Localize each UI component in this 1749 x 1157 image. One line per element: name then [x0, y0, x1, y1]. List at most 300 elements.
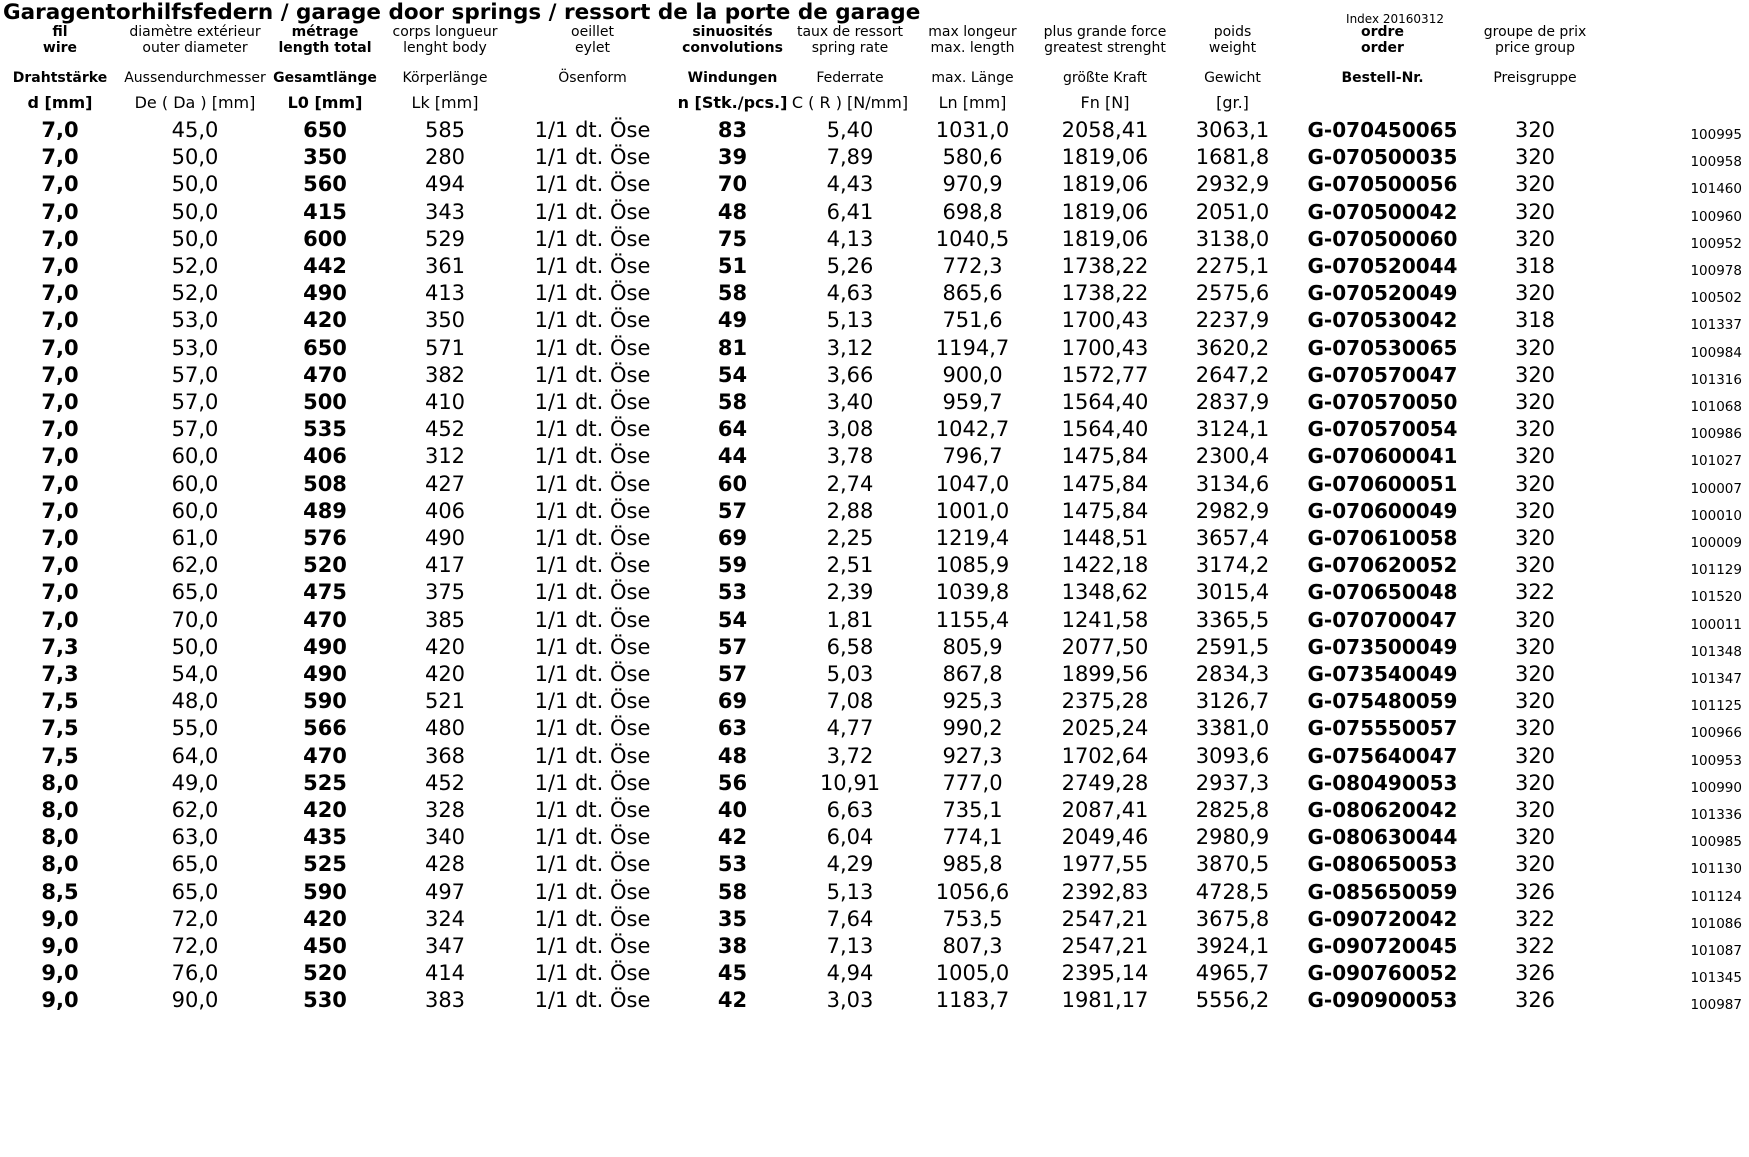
cell-convolutions: 53	[717, 580, 748, 605]
table-row	[0, 824, 1749, 851]
cell-weight: 3015,4	[1195, 580, 1270, 605]
cell-greatest-force: 2049,46	[1061, 825, 1149, 850]
cell-outer-diameter: 55,0	[171, 716, 219, 741]
header-weight-unit: [gr.]	[1216, 93, 1249, 112]
cell-wire: 8,0	[41, 770, 79, 795]
cell-article-id: 101337	[1690, 317, 1742, 334]
cell-eyelet: 1/1 dt. Öse	[534, 580, 651, 605]
cell-greatest-force: 2547,21	[1061, 906, 1149, 931]
header-greatest-force-en: greatest strenght	[1044, 40, 1166, 56]
cell-max-length: 970,9	[942, 172, 1003, 197]
cell-article-id: 101068	[1690, 399, 1742, 415]
cell-greatest-force: 1702,64	[1061, 743, 1149, 768]
cell-order-number: G-090900053	[1307, 988, 1458, 1013]
cell-order-number: G-070500060	[1307, 226, 1458, 251]
cell-wire: 7,0	[41, 254, 79, 278]
cell-spring-rate: 5,26	[826, 254, 874, 278]
cell-spring-rate: 2,88	[826, 498, 874, 523]
cell-length-total: 489	[303, 498, 347, 523]
cell-eyelet: 1/1 dt. Öse	[534, 934, 651, 958]
cell-body-length: 368	[424, 743, 466, 768]
cell-max-length: 735,1	[942, 798, 1003, 822]
cell-eyelet: 1/1 dt. Öse	[534, 172, 651, 197]
header-length-total	[270, 24, 380, 56]
cell-greatest-force: 1819,06	[1061, 226, 1149, 251]
cell-body-length: 340	[424, 825, 466, 850]
header-length-total-en: length total	[278, 40, 372, 56]
cell-order-number: G-073500049	[1307, 634, 1458, 659]
cell-price-group: 320	[1514, 770, 1556, 795]
cell-convolutions: 53	[717, 852, 748, 877]
cell-article-id: 101347	[1690, 671, 1742, 687]
table-row	[0, 335, 1749, 362]
page-title: Garagentorhilfsfedern / garage door springs / ressort de la porte de garage	[3, 0, 921, 25]
cell-eyelet: 1/1 dt. Öse	[534, 743, 651, 768]
cell-outer-diameter: 65,0	[171, 879, 219, 904]
cell-body-length: 428	[424, 852, 466, 877]
cell-body-length: 414	[424, 961, 466, 986]
cell-length-total: 420	[303, 308, 347, 333]
cell-body-length: 585	[424, 118, 466, 142]
cell-convolutions: 57	[717, 634, 748, 659]
cell-convolutions: 69	[717, 689, 748, 714]
cell-weight: 3174,2	[1195, 553, 1270, 578]
header-wire-fr: fil	[52, 24, 68, 40]
cell-convolutions: 45	[717, 961, 748, 986]
cell-article-id: 101460	[1690, 181, 1742, 198]
cell-length-total: 470	[303, 362, 347, 387]
cell-length-total: 650	[303, 118, 347, 142]
table-row	[0, 607, 1749, 634]
cell-convolutions: 70	[717, 172, 748, 197]
cell-convolutions: 38	[717, 934, 748, 958]
cell-eyelet: 1/1 dt. Öse	[534, 498, 651, 523]
header-length-total-fr: métrage	[291, 24, 359, 40]
table-row	[0, 416, 1749, 443]
cell-eyelet: 1/1 dt. Öse	[534, 444, 651, 469]
cell-order-number: G-070650048	[1307, 580, 1458, 605]
cell-max-length: 959,7	[942, 390, 1003, 414]
cell-wire: 7,0	[41, 335, 79, 360]
cell-weight: 2834,3	[1195, 662, 1270, 686]
cell-greatest-force: 1700,43	[1061, 335, 1149, 360]
cell-weight: 3124,1	[1195, 417, 1270, 442]
header-greatest-force	[1030, 24, 1180, 56]
table-row	[0, 797, 1749, 824]
cell-spring-rate: 4,13	[826, 226, 874, 251]
cell-convolutions: 58	[717, 879, 748, 904]
cell-weight: 3063,1	[1195, 118, 1270, 142]
cell-article-id: 100985	[1690, 834, 1742, 851]
cell-wire: 7,0	[41, 362, 79, 387]
table-row	[0, 661, 1749, 688]
cell-weight: 2300,4	[1195, 444, 1270, 469]
cell-spring-rate: 3,03	[826, 988, 874, 1013]
cell-body-length: 417	[424, 553, 466, 578]
cell-convolutions: 48	[717, 743, 748, 768]
cell-article-id: 101520	[1690, 589, 1742, 606]
cell-spring-rate: 3,66	[826, 362, 874, 387]
cell-max-length: 1001,0	[935, 498, 1010, 523]
header-wire	[10, 24, 110, 56]
cell-article-id: 100986	[1690, 426, 1742, 443]
cell-price-group: 320	[1514, 798, 1556, 822]
cell-wire: 7,0	[41, 390, 79, 414]
cell-weight: 3870,5	[1195, 852, 1270, 877]
header-max-length-en: max. length	[930, 40, 1015, 56]
cell-weight: 2937,3	[1195, 770, 1270, 795]
cell-body-length: 361	[424, 254, 466, 278]
cell-article-id: 100952	[1690, 235, 1742, 252]
cell-body-length: 350	[424, 308, 466, 333]
cell-length-total: 415	[303, 199, 347, 224]
cell-spring-rate: 3,78	[826, 444, 874, 469]
header-spring-rate	[785, 24, 915, 56]
cell-eyelet: 1/1 dt. Öse	[534, 308, 651, 333]
cell-article-id: 100966	[1690, 725, 1742, 742]
cell-body-length: 521	[424, 689, 466, 714]
cell-spring-rate: 4,77	[826, 716, 874, 741]
cell-eyelet: 1/1 dt. Öse	[534, 553, 651, 578]
header-outer-diameter-fr: diamètre extérieur	[129, 24, 261, 40]
cell-body-length: 420	[424, 634, 466, 659]
cell-length-total: 475	[303, 580, 347, 605]
header-wire-unit: d [mm]	[27, 93, 93, 112]
cell-body-length: 375	[424, 580, 466, 605]
cell-wire: 7,5	[41, 716, 79, 741]
cell-price-group: 320	[1514, 145, 1556, 170]
header-eyelet-de: Ösenform	[558, 70, 627, 86]
cell-order-number: G-070500035	[1307, 145, 1458, 170]
cell-spring-rate: 7,64	[826, 906, 874, 931]
cell-order-number: G-080650053	[1307, 852, 1458, 877]
cell-weight: 3365,5	[1195, 607, 1270, 632]
cell-wire: 7,0	[41, 281, 79, 306]
cell-eyelet: 1/1 dt. Öse	[534, 335, 651, 360]
header-weight	[1170, 24, 1295, 56]
cell-order-number: G-070530065	[1307, 335, 1458, 360]
cell-article-id: 101348	[1690, 643, 1742, 660]
cell-max-length: 1155,4	[935, 607, 1010, 632]
cell-max-length: 1183,7	[935, 988, 1010, 1013]
header-max-length	[915, 24, 1030, 56]
header-max-length-de: max. Länge	[931, 70, 1014, 86]
cell-convolutions: 58	[717, 281, 748, 306]
header-greatest-force-unit: Fn [N]	[1080, 93, 1130, 112]
header-outer-diameter-en: outer diameter	[142, 40, 248, 56]
cell-outer-diameter: 57,0	[171, 417, 219, 442]
cell-greatest-force: 1977,55	[1061, 852, 1149, 877]
cell-weight: 4728,5	[1195, 879, 1270, 904]
cell-length-total: 530	[303, 988, 347, 1013]
cell-outer-diameter: 61,0	[171, 526, 219, 550]
cell-weight: 3924,1	[1195, 934, 1270, 958]
table-row	[0, 199, 1749, 226]
cell-eyelet: 1/1 dt. Öse	[534, 390, 651, 414]
header-max-length-unit: Ln [mm]	[938, 93, 1007, 112]
cell-length-total: 442	[303, 254, 347, 278]
table-row	[0, 307, 1749, 334]
cell-max-length: 772,3	[942, 254, 1003, 278]
cell-spring-rate: 6,04	[826, 825, 874, 850]
header-spring-rate-unit: C ( R ) [N/mm]	[791, 93, 909, 112]
header-price-group-fr: groupe de prix	[1483, 24, 1587, 40]
cell-greatest-force: 2087,41	[1061, 798, 1149, 822]
cell-max-length: 1085,9	[935, 553, 1010, 578]
cell-outer-diameter: 53,0	[171, 335, 219, 360]
cell-article-id: 101129	[1690, 562, 1742, 579]
cell-price-group: 326	[1514, 988, 1556, 1013]
cell-eyelet: 1/1 dt. Öse	[534, 526, 651, 550]
cell-order-number: G-070570047	[1307, 362, 1458, 387]
table-row	[0, 715, 1749, 742]
cell-convolutions: 44	[717, 444, 748, 469]
cell-outer-diameter: 64,0	[171, 743, 219, 768]
cell-convolutions: 35	[717, 906, 748, 931]
cell-wire: 7,0	[41, 308, 79, 333]
cell-length-total: 600	[303, 226, 347, 251]
header-body-length	[380, 24, 510, 56]
cell-convolutions: 69	[717, 526, 748, 550]
cell-length-total: 490	[303, 662, 347, 686]
table-row	[0, 552, 1749, 579]
table-row	[0, 471, 1749, 498]
header-length-total-de: Gesamtlänge	[273, 70, 377, 86]
cell-weight: 2051,0	[1195, 199, 1270, 224]
cell-outer-diameter: 76,0	[171, 961, 219, 986]
cell-length-total: 525	[303, 770, 347, 795]
cell-greatest-force: 1348,62	[1061, 580, 1149, 605]
cell-convolutions: 42	[717, 988, 748, 1013]
table-row	[0, 770, 1749, 797]
cell-article-id: 101027	[1690, 453, 1742, 470]
header-outer-diameter-de: Aussendurchmesser	[124, 70, 266, 86]
cell-length-total: 520	[303, 961, 347, 986]
cell-outer-diameter: 62,0	[171, 798, 219, 822]
cell-greatest-force: 1475,84	[1061, 498, 1149, 523]
table-row	[0, 743, 1749, 770]
cell-outer-diameter: 53,0	[171, 308, 219, 333]
cell-price-group: 320	[1514, 689, 1556, 714]
cell-article-id: 101130	[1690, 861, 1742, 878]
cell-order-number: G-070600041	[1307, 444, 1458, 469]
cell-weight: 2837,9	[1195, 390, 1270, 414]
cell-length-total: 520	[303, 553, 347, 578]
cell-price-group: 320	[1514, 118, 1556, 142]
cell-article-id: 100502	[1690, 290, 1742, 307]
cell-eyelet: 1/1 dt. Öse	[534, 471, 651, 496]
cell-wire: 9,0	[41, 906, 79, 931]
cell-wire: 8,0	[41, 798, 79, 822]
header-outer-diameter	[120, 24, 270, 56]
cell-greatest-force: 1475,84	[1061, 471, 1149, 496]
cell-body-length: 385	[424, 607, 466, 632]
cell-length-total: 406	[303, 444, 347, 469]
cell-price-group: 320	[1514, 172, 1556, 197]
cell-price-group: 320	[1514, 390, 1556, 414]
cell-wire: 8,0	[41, 825, 79, 850]
header-eyelet	[510, 24, 675, 56]
cell-max-length: 1031,0	[935, 118, 1010, 142]
cell-price-group: 320	[1514, 662, 1556, 686]
cell-spring-rate: 7,89	[826, 145, 874, 170]
table-row	[0, 362, 1749, 389]
header-order	[1295, 24, 1470, 56]
cell-outer-diameter: 72,0	[171, 906, 219, 931]
cell-spring-rate: 4,94	[826, 961, 874, 986]
cell-article-id: 101316	[1690, 371, 1742, 388]
cell-max-length: 1039,8	[935, 580, 1010, 605]
cell-order-number: G-090760052	[1307, 961, 1458, 986]
cell-order-number: G-070620052	[1307, 553, 1458, 578]
cell-greatest-force: 2395,14	[1061, 961, 1149, 986]
cell-length-total: 566	[303, 716, 347, 741]
cell-wire: 7,0	[41, 498, 79, 523]
cell-price-group: 320	[1514, 335, 1556, 360]
cell-price-group: 320	[1514, 226, 1556, 251]
cell-article-id: 100978	[1690, 263, 1742, 279]
cell-eyelet: 1/1 dt. Öse	[534, 417, 651, 442]
cell-outer-diameter: 57,0	[171, 390, 219, 414]
cell-weight: 3126,7	[1195, 689, 1270, 714]
cell-weight: 2982,9	[1195, 498, 1270, 523]
cell-wire: 7,3	[41, 662, 79, 686]
cell-outer-diameter: 52,0	[171, 254, 219, 278]
header-convolutions-unit: n [Stk./pcs.]	[677, 93, 788, 112]
cell-convolutions: 60	[717, 471, 748, 496]
cell-eyelet: 1/1 dt. Öse	[534, 988, 651, 1013]
cell-spring-rate: 3,40	[826, 390, 874, 414]
cell-order-number: G-070610058	[1307, 526, 1458, 550]
cell-greatest-force: 2077,50	[1061, 634, 1149, 659]
cell-length-total: 435	[303, 825, 347, 850]
table-row	[0, 960, 1749, 987]
header-order-en: order	[1361, 40, 1404, 56]
cell-greatest-force: 1475,84	[1061, 444, 1149, 469]
header-convolutions-fr: sinuosités	[692, 24, 773, 40]
cell-convolutions: 81	[717, 335, 748, 360]
cell-length-total: 560	[303, 172, 347, 197]
cell-price-group: 320	[1514, 607, 1556, 632]
header-wire-en: wire	[42, 40, 78, 56]
header-convolutions-en: convolutions	[682, 40, 783, 56]
cell-max-length: 805,9	[942, 634, 1003, 659]
cell-spring-rate: 3,72	[826, 743, 874, 768]
cell-spring-rate: 6,58	[826, 634, 874, 659]
cell-outer-diameter: 63,0	[171, 825, 219, 850]
cell-max-length: 1219,4	[935, 526, 1010, 550]
cell-wire: 7,0	[41, 417, 79, 442]
cell-order-number: G-070450065	[1307, 118, 1458, 142]
cell-price-group: 326	[1514, 961, 1556, 986]
cell-price-group: 320	[1514, 825, 1556, 850]
cell-wire: 7,0	[41, 553, 79, 578]
table-row	[0, 498, 1749, 525]
cell-outer-diameter: 45,0	[171, 118, 219, 142]
cell-body-length: 280	[424, 145, 466, 170]
cell-weight: 2575,6	[1195, 281, 1270, 306]
cell-price-group: 318	[1514, 308, 1556, 333]
cell-weight: 3675,8	[1195, 906, 1270, 931]
cell-price-group: 320	[1514, 743, 1556, 768]
cell-wire: 7,0	[41, 226, 79, 251]
cell-article-id: 100007	[1690, 480, 1742, 497]
cell-order-number: G-080620042	[1307, 798, 1458, 822]
cell-eyelet: 1/1 dt. Öse	[534, 852, 651, 877]
cell-order-number: G-075640047	[1307, 743, 1458, 768]
cell-wire: 7,0	[41, 145, 79, 170]
header-price-group-de: Preisgruppe	[1493, 70, 1577, 86]
cell-length-total: 525	[303, 852, 347, 877]
cell-eyelet: 1/1 dt. Öse	[534, 145, 651, 170]
cell-article-id: 101086	[1690, 915, 1742, 932]
cell-greatest-force: 2375,28	[1061, 689, 1149, 714]
cell-length-total: 500	[303, 390, 347, 414]
cell-greatest-force: 1564,40	[1061, 417, 1149, 442]
cell-body-length: 452	[424, 417, 466, 442]
table-row	[0, 144, 1749, 171]
cell-article-id: 101345	[1690, 970, 1742, 987]
cell-outer-diameter: 90,0	[171, 988, 219, 1013]
cell-order-number: G-070520049	[1307, 281, 1458, 306]
cell-convolutions: 40	[717, 798, 748, 822]
cell-weight: 2237,9	[1195, 308, 1270, 333]
cell-max-length: 1056,6	[935, 879, 1010, 904]
cell-article-id: 101125	[1690, 698, 1742, 715]
cell-eyelet: 1/1 dt. Öse	[534, 607, 651, 632]
cell-wire: 7,3	[41, 634, 79, 659]
cell-max-length: 698,8	[942, 199, 1003, 224]
cell-wire: 9,0	[41, 961, 79, 986]
cell-outer-diameter: 50,0	[171, 226, 219, 251]
table-row	[0, 117, 1749, 144]
table-row	[0, 226, 1749, 253]
cell-price-group: 320	[1514, 199, 1556, 224]
cell-convolutions: 83	[717, 118, 748, 142]
cell-body-length: 490	[424, 526, 466, 550]
cell-order-number: G-070520044	[1307, 254, 1458, 278]
cell-price-group: 322	[1514, 580, 1556, 605]
header-convolutions	[675, 24, 790, 56]
cell-max-length: 985,8	[942, 852, 1003, 877]
cell-weight: 2932,9	[1195, 172, 1270, 197]
cell-body-length: 406	[424, 498, 466, 523]
cell-weight: 1681,8	[1195, 145, 1270, 170]
cell-eyelet: 1/1 dt. Öse	[534, 662, 651, 686]
cell-convolutions: 49	[717, 308, 748, 333]
cell-price-group: 320	[1514, 444, 1556, 469]
cell-order-number: G-075550057	[1307, 716, 1458, 741]
cell-weight: 3620,2	[1195, 335, 1270, 360]
header-spring-rate-fr: taux de ressort	[796, 24, 904, 40]
cell-spring-rate: 2,51	[826, 553, 874, 578]
cell-order-number: G-070570050	[1307, 390, 1458, 414]
cell-eyelet: 1/1 dt. Öse	[534, 634, 651, 659]
cell-price-group: 320	[1514, 526, 1556, 550]
cell-wire: 7,0	[41, 526, 79, 550]
table-row	[0, 879, 1749, 906]
cell-weight: 3657,4	[1195, 526, 1270, 550]
table-row	[0, 280, 1749, 307]
cell-convolutions: 42	[717, 825, 748, 850]
cell-eyelet: 1/1 dt. Öse	[534, 825, 651, 850]
cell-length-total: 650	[303, 335, 347, 360]
cell-price-group: 326	[1514, 879, 1556, 904]
cell-spring-rate: 10,91	[819, 770, 881, 795]
cell-greatest-force: 1700,43	[1061, 308, 1149, 333]
cell-order-number: G-080630044	[1307, 825, 1458, 850]
cell-max-length: 900,0	[942, 362, 1003, 387]
